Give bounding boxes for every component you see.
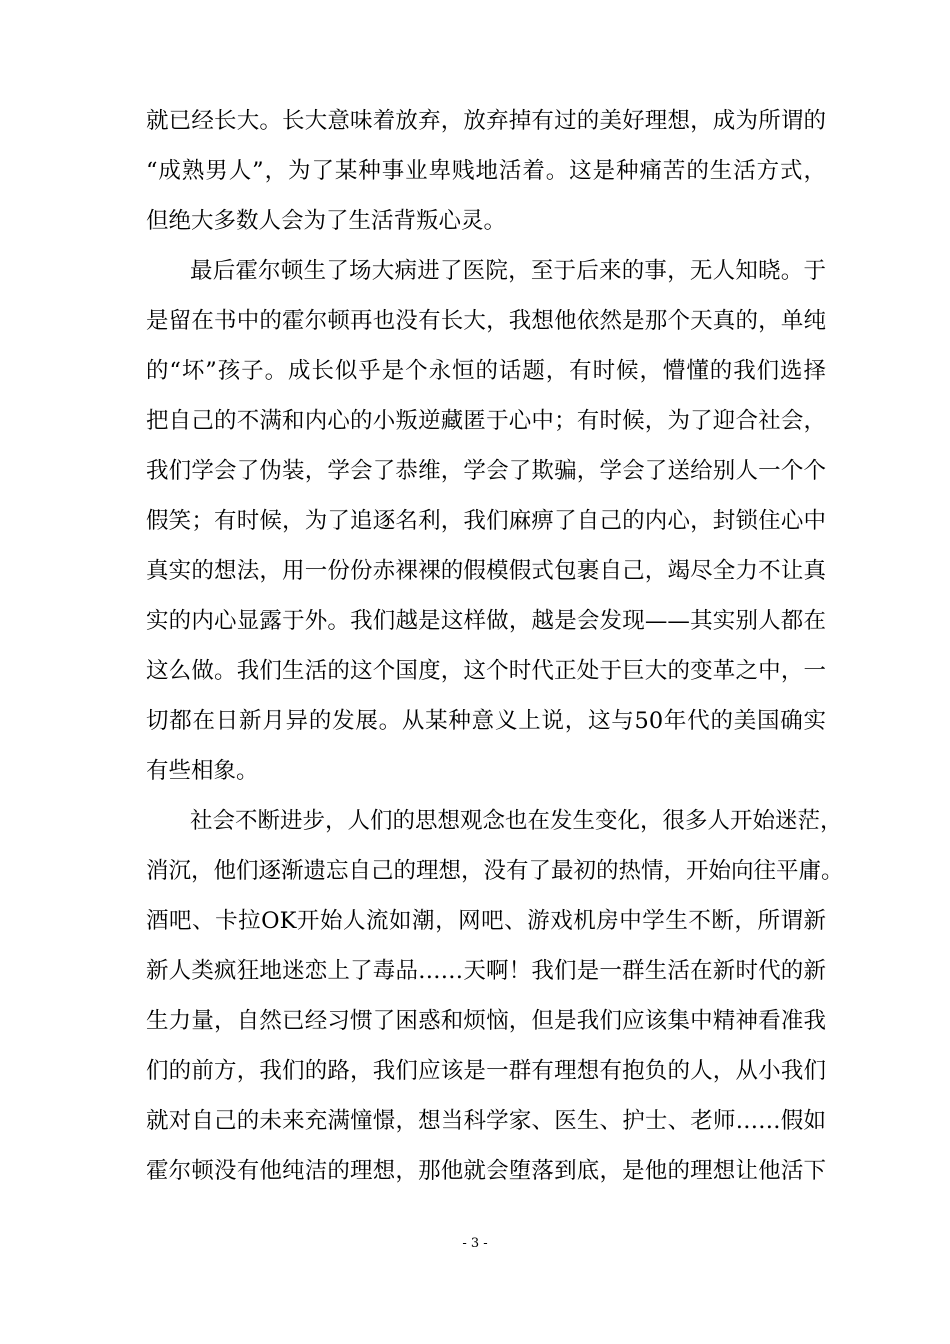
paragraph-1-line-3: 但绝大多数人会为了生活背叛心灵。	[146, 208, 507, 234]
paragraph-2-line-7: 真实的想法，用一份份赤裸裸的假模假式包裹自己，竭尽全力不让真	[146, 558, 826, 584]
paragraph-3-line-6: 们的前方，我们的路，我们应该是一群有理想有抱负的人，从小我们	[146, 1058, 826, 1084]
paragraph-3-line-8: 霍尔顿没有他纯洁的理想，那他就会堕落到底，是他的理想让他活下	[146, 1158, 826, 1184]
paragraph-3-line-4: 新人类疯狂地迷恋上了毒品……天啊！我们是一群生活在新时代的新	[146, 958, 826, 984]
paragraph-2-line-8: 实的内心显露于外。我们越是这样做，越是会发现——其实别人都在	[146, 608, 826, 634]
paragraph-2-line-11: 有些相象。	[146, 758, 259, 784]
paragraph-3-line-3: 酒吧、卡拉OK开始人流如潮，网吧、游戏机房中学生不断，所谓新	[146, 908, 826, 934]
paragraph-3-line-1: 社会不断进步，人们的思想观念也在发生变化，很多人开始迷茫，	[190, 808, 843, 834]
paragraph-2-line-9: 这么做。我们生活的这个国度，这个时代正处于巨大的变革之中，一	[146, 658, 826, 684]
paragraph-2-line-4: 把自己的不满和内心的小叛逆藏匿于心中；有时候，为了迎合社会，	[146, 408, 826, 434]
paragraph-3-line-5: 生力量，自然已经习惯了困惑和烦恼，但是我们应该集中精神看准我	[146, 1008, 826, 1034]
paragraph-2-line-6: 假笑；有时候，为了追逐名利，我们麻痹了自己的内心，封锁住心中	[146, 508, 826, 534]
paragraph-3-line-7: 就对自己的未来充满憧憬，想当科学家、医生、护士、老师……假如	[146, 1108, 826, 1134]
paragraph-3-line-2: 消沉，他们逐渐遗忘自己的理想，没有了最初的热情，开始向往平庸。	[146, 858, 844, 884]
page-number: - 3 -	[462, 1236, 488, 1251]
paragraph-2-line-2: 是留在书中的霍尔顿再也没有长大，我想他依然是那个天真的，单纯	[146, 308, 826, 334]
paragraph-1-line-1: 就已经长大。长大意味着放弃，放弃掉有过的美好理想，成为所谓的	[146, 108, 826, 134]
paragraph-2-line-1: 最后霍尔顿生了场大病进了医院，至于后来的事，无人知晓。于	[190, 258, 826, 284]
paragraph-2-line-5: 我们学会了伪装，学会了恭维，学会了欺骗，学会了送给别人一个个	[146, 458, 826, 484]
paragraph-2-line-10: 切都在日新月异的发展。从某种意义上说，这与50年代的美国确实	[146, 708, 826, 734]
paragraph-1-line-2: “成熟男人”，为了某种事业卑贱地活着。这是种痛苦的生活方式，	[146, 158, 826, 184]
paragraph-2-line-3: 的“坏”孩子。成长似乎是个永恒的话题，有时候，懵懂的我们选择	[146, 358, 826, 384]
